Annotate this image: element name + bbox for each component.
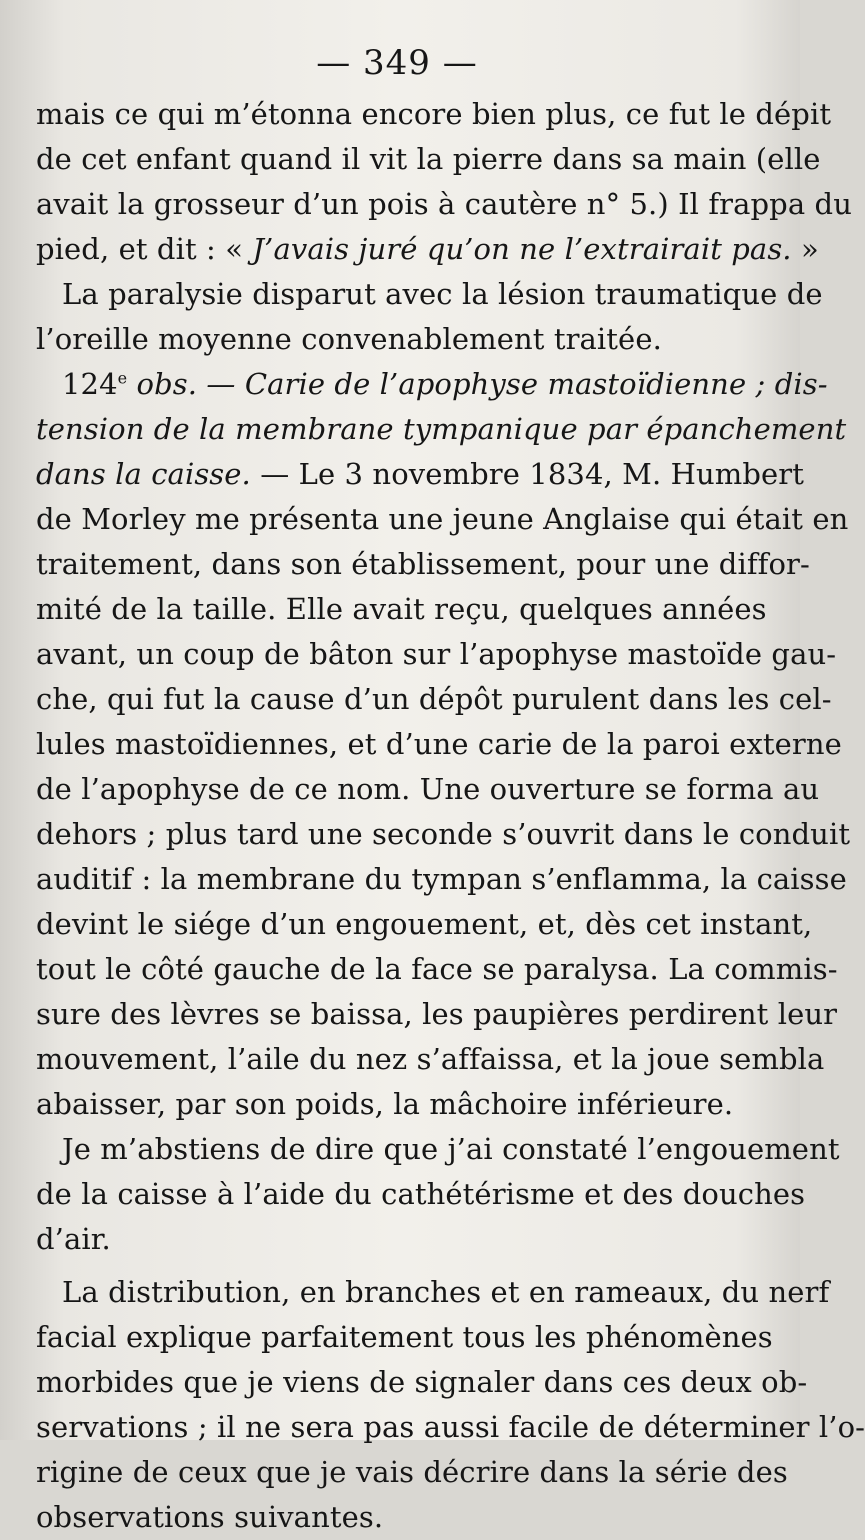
text-line: [36, 857, 847, 902]
line-text: auditif : la membrane du tympan s’enflamma, la caisse: [36, 862, 847, 896]
line-text: devint le siége d’un engouement, et, dès cet instant,: [36, 907, 813, 941]
line-text: abaisser, par son poids, la mâchoire inférieure.: [36, 1087, 734, 1121]
text-line: [36, 1082, 758, 1127]
text-line: [36, 902, 813, 947]
line-text: mité de la taille. Elle avait reçu, quelques années: [36, 592, 767, 626]
text-line: [36, 1127, 840, 1172]
text-line: [36, 317, 758, 362]
text-line: [36, 542, 810, 587]
text-line: [36, 992, 838, 1037]
text-line: [36, 227, 819, 272]
text-line: [36, 1270, 830, 1315]
line-text: de cet enfant quand il vit la pierre dans sa main (elle: [36, 142, 821, 176]
line-text: de l’apophyse de ce nom. Une ouverture se forma au: [36, 772, 820, 806]
text-line: [36, 1037, 825, 1082]
text-line: [36, 1217, 758, 1262]
line-text: pied, et dit : «: [36, 232, 253, 266]
line-text: d’air.: [36, 1222, 111, 1256]
line-text: — Le 3 novembre 1834, M. Humbert: [250, 457, 804, 491]
line-text: sure des lèvres se baissa, les paupières perdirent leur: [36, 997, 838, 1031]
text-line: [36, 497, 849, 542]
text-line: [36, 182, 853, 227]
text-line: [36, 272, 823, 317]
paragraph-gap: [36, 1262, 758, 1270]
line-text: servations ; il ne sera pas aussi facile de déterminer l’o-: [36, 1410, 865, 1444]
text-line: [36, 587, 767, 632]
ordinal-superscript: e: [117, 368, 128, 388]
observation-title: tension de la membrane tympanique par épanchement: [36, 412, 847, 446]
text-block: [36, 92, 865, 1540]
line-text: lules mastoïdiennes, et d’une carie de la paroi externe: [36, 727, 842, 761]
line-text: rigine de ceux que je vais décrire dans la série des: [36, 1455, 788, 1489]
text-line: [36, 1495, 758, 1540]
text-line: [36, 722, 842, 767]
line-text: traitement, dans son établissement, pour une diffor-: [36, 547, 810, 581]
line-text: avait la grosseur d’un pois à cautère n° 5.) Il frappa du: [36, 187, 853, 221]
text-line: [36, 767, 820, 812]
line-text: de la caisse à l’aide du cathétérisme et des douches: [36, 1177, 806, 1211]
observation-heading-line: [36, 407, 847, 452]
line-text: mouvement, l’aile du nez s’affaissa, et la joue sembla: [36, 1042, 825, 1076]
line-text: Je m’abstiens de dire que j’ai constaté l’engouement: [62, 1132, 840, 1166]
text-line: [36, 452, 804, 497]
line-text: dehors ; plus tard une seconde s’ouvrit dans le conduit: [36, 817, 851, 851]
text-line: [36, 947, 838, 992]
text-line: [36, 1315, 773, 1360]
line-text: facial explique parfaitement tous les phénomènes: [36, 1320, 773, 1354]
line-text: »: [791, 232, 819, 266]
line-text: de Morley me présenta une jeune Anglaise qui était en: [36, 502, 849, 536]
observation-number: 124: [62, 367, 118, 401]
line-text: morbides que je viens de signaler dans ces deux ob-: [36, 1365, 808, 1399]
text-line: [36, 812, 851, 857]
line-text: che, qui fut la cause d’un dépôt purulent dans les cel-: [36, 682, 832, 716]
text-line: [36, 137, 821, 182]
text-line: [36, 1405, 865, 1450]
text-line: [36, 677, 832, 722]
line-text: La distribution, en branches et en rameaux, du nerf: [62, 1275, 830, 1309]
line-text: observations suivantes.: [36, 1500, 384, 1534]
line-text: La paralysie disparut avec la lésion traumatique de: [62, 277, 823, 311]
line-text: mais ce qui m’étonna encore bien plus, ce fut le dépit: [36, 97, 832, 131]
text-line: [36, 1360, 808, 1405]
line-text: l’oreille moyenne convenablement traitée.: [36, 322, 662, 356]
observation-title: dans la caisse.: [36, 457, 251, 491]
text-line: [36, 632, 837, 677]
text-line: [36, 92, 832, 137]
observation-title: obs. — Carie de l’apophyse mastoïdienne ; dis-: [127, 367, 828, 401]
page-number: — 349 —: [316, 43, 478, 83]
observation-heading-line: [36, 362, 828, 407]
text-line: [36, 1172, 806, 1217]
line-text: tout le côté gauche de la face se paralysa. La commis-: [36, 952, 838, 986]
text-line: [36, 1450, 788, 1495]
line-text: avant, un coup de bâton sur l’apophyse mastoïde gau-: [36, 637, 837, 671]
italic-quote: J’avais juré qu’on ne l’extrairait pas.: [252, 232, 792, 266]
